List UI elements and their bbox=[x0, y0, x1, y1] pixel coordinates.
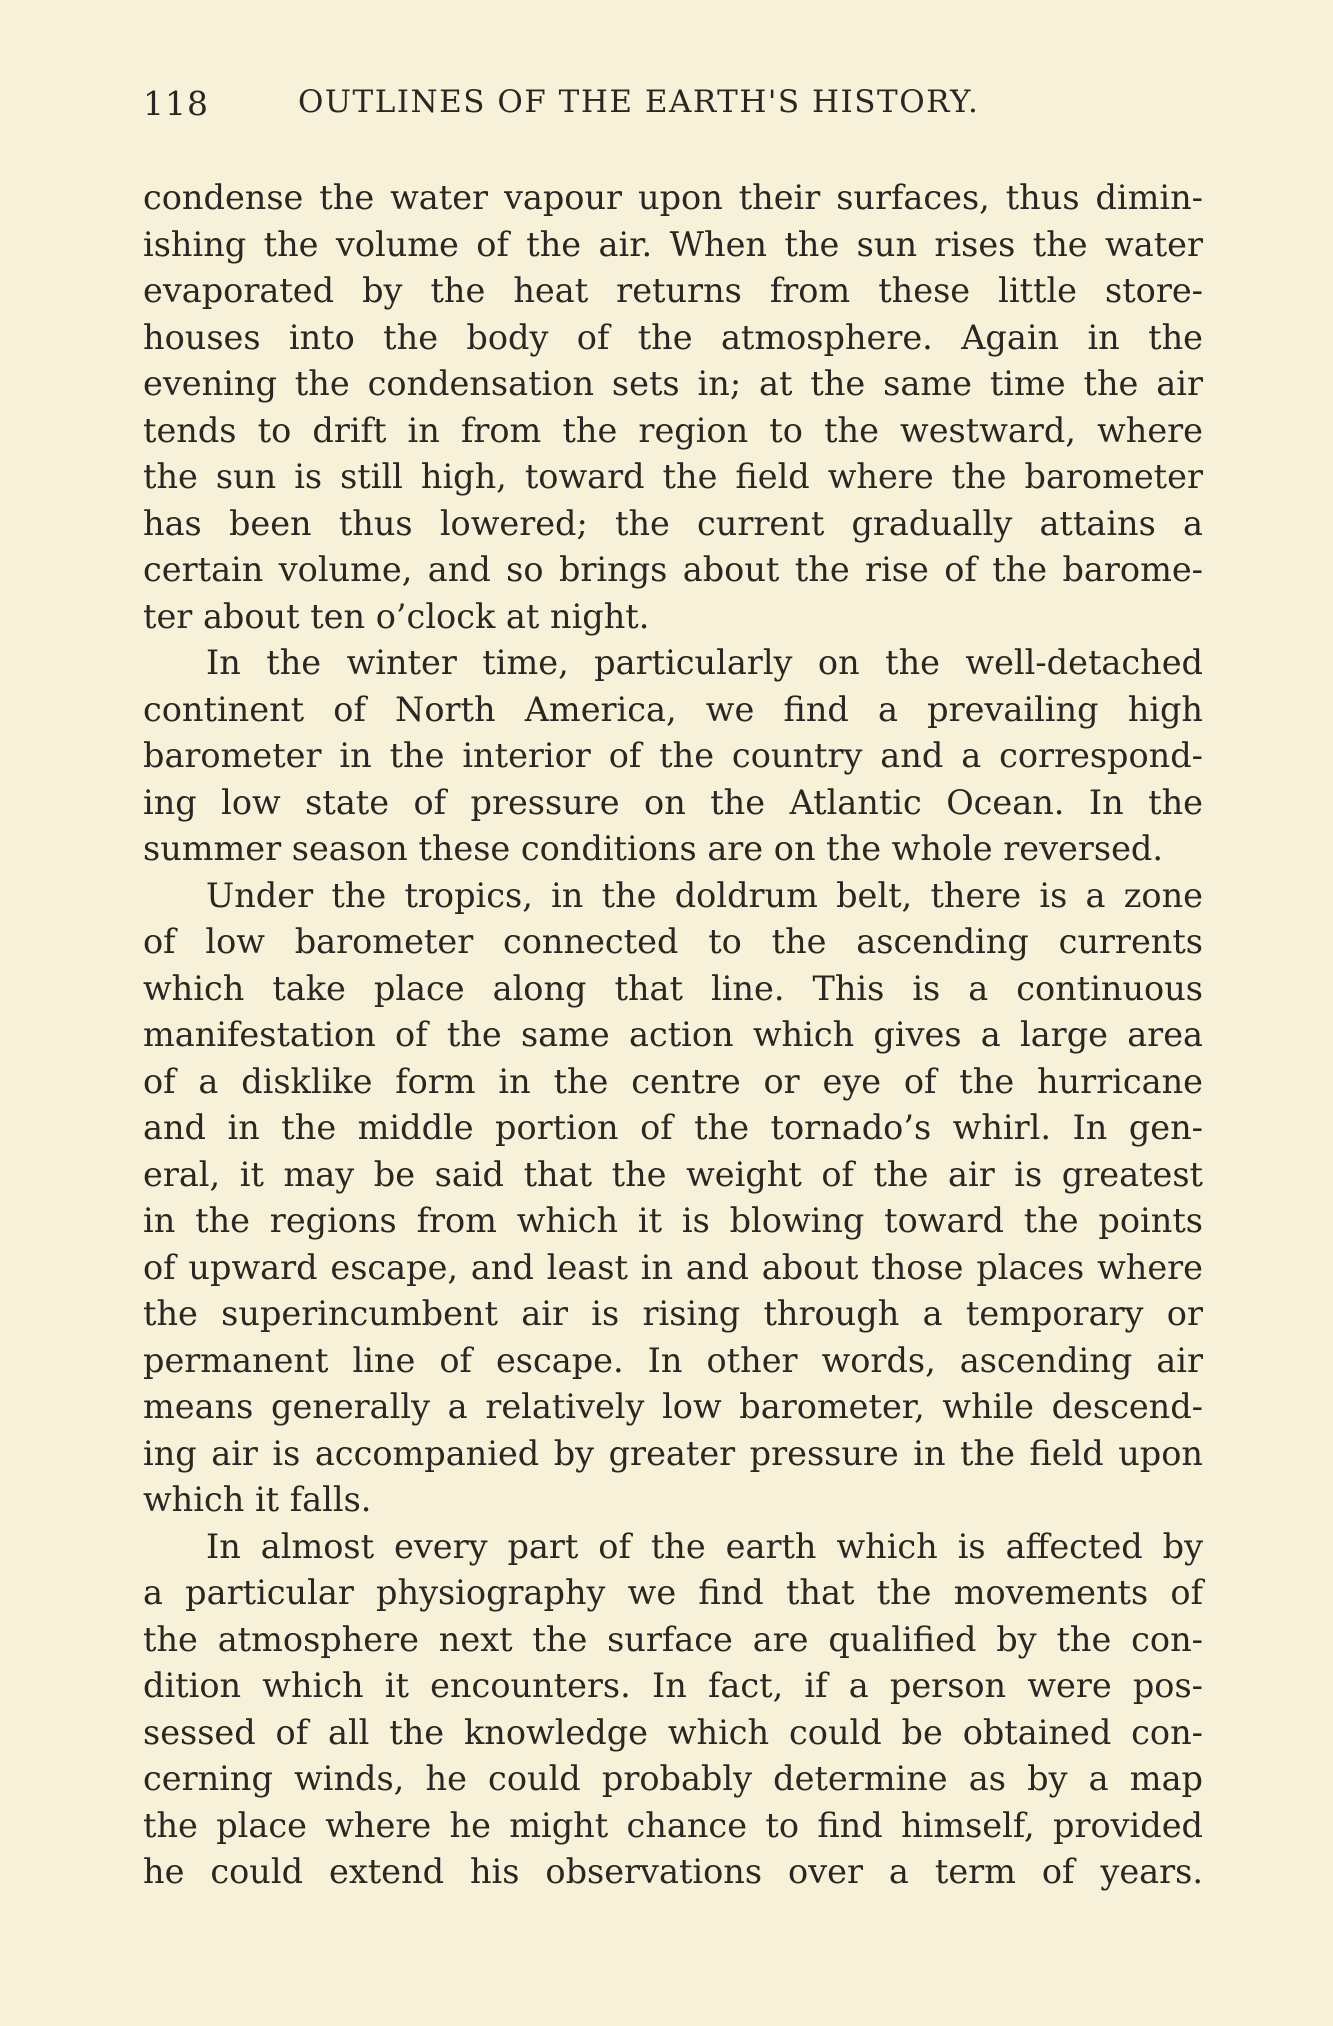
text-line: evening the condensation sets in; at the same time the air bbox=[143, 364, 1203, 403]
page-header bbox=[143, 84, 1208, 134]
text-line: manifestation of the same action which gives a large area bbox=[143, 1015, 1203, 1054]
page-number: 118 bbox=[143, 84, 209, 123]
text-line: continent of North America, we find a prevailing high bbox=[143, 689, 1203, 729]
text-line: condense the water vapour upon their surfaces, thus dimin- bbox=[143, 178, 1203, 217]
text-line: ing low state of pressure on the Atlantic Ocean. In the bbox=[143, 782, 1203, 822]
text-line: the atmosphere next the surface are qualified by the con- bbox=[143, 1619, 1203, 1659]
text-line: certain volume, and so brings about the rise of the barome- bbox=[143, 550, 1203, 589]
body-text bbox=[143, 175, 1203, 1896]
text-line: summer season these conditions are on the whole reversed. bbox=[143, 829, 1163, 868]
text-line: which it falls. bbox=[143, 1480, 372, 1519]
text-line: of a disklike form in the centre or eye of the hurricane bbox=[143, 1061, 1203, 1101]
text-line: sessed of all the knowledge which could be obtained con- bbox=[143, 1712, 1203, 1752]
text-line: tends to drift in from the region to the westward, where bbox=[143, 410, 1203, 450]
text-line: ishing the volume of the air. When the sun rises the water bbox=[143, 224, 1203, 264]
text-line: the sun is still high, toward the field where the barometer bbox=[143, 457, 1203, 496]
text-line: houses into the body of the atmosphere. Again in the bbox=[143, 317, 1203, 357]
text-line: means generally a relatively low barometer, while descend- bbox=[143, 1387, 1203, 1426]
text-line: has been thus lowered; the current gradually attains a bbox=[143, 503, 1203, 543]
text-line: cerning winds, he could probably determine as by a map bbox=[143, 1759, 1203, 1798]
text-line: ing air is accompanied by greater pressure in the field upon bbox=[143, 1433, 1203, 1473]
text-line: In the winter time, particularly on the well-detached bbox=[206, 643, 1203, 682]
text-line: in the regions from which it is blowing toward the points bbox=[143, 1201, 1203, 1240]
text-line: of upward escape, and least in and about those places where bbox=[143, 1247, 1203, 1287]
text-line: a particular physiography we find that the movements of bbox=[143, 1573, 1203, 1612]
text-line: he could extend his observations over a term of years. bbox=[143, 1852, 1203, 1891]
text-line: eral, it may be said that the weight of the air is greatest bbox=[143, 1154, 1203, 1194]
text-line: which take place along that line. This is a continuous bbox=[143, 968, 1203, 1008]
text-line: In almost every part of the earth which is affected by bbox=[206, 1526, 1203, 1566]
text-line: dition which it encounters. In fact, if a person were pos- bbox=[143, 1666, 1203, 1705]
text-line: of low barometer connected to the ascending currents bbox=[143, 922, 1203, 961]
text-line: barometer in the interior of the country and a correspond- bbox=[143, 736, 1203, 775]
text-line: and in the middle portion of the tornado’s whirl. In gen- bbox=[143, 1108, 1203, 1147]
text-line: ter about ten o’clock at night. bbox=[143, 596, 650, 636]
text-line: the superincumbent air is rising through a temporary or bbox=[143, 1294, 1203, 1333]
text-line: evaporated by the heat returns from these little store- bbox=[143, 271, 1203, 310]
text-line: permanent line of escape. In other words, ascending air bbox=[143, 1340, 1203, 1380]
text-line: the place where he might chance to find himself, provided bbox=[143, 1805, 1203, 1845]
running-head: OUTLINES OF THE EARTH'S HISTORY. bbox=[298, 84, 980, 120]
text-line: Under the tropics, in the doldrum belt, there is a zone bbox=[206, 875, 1203, 915]
